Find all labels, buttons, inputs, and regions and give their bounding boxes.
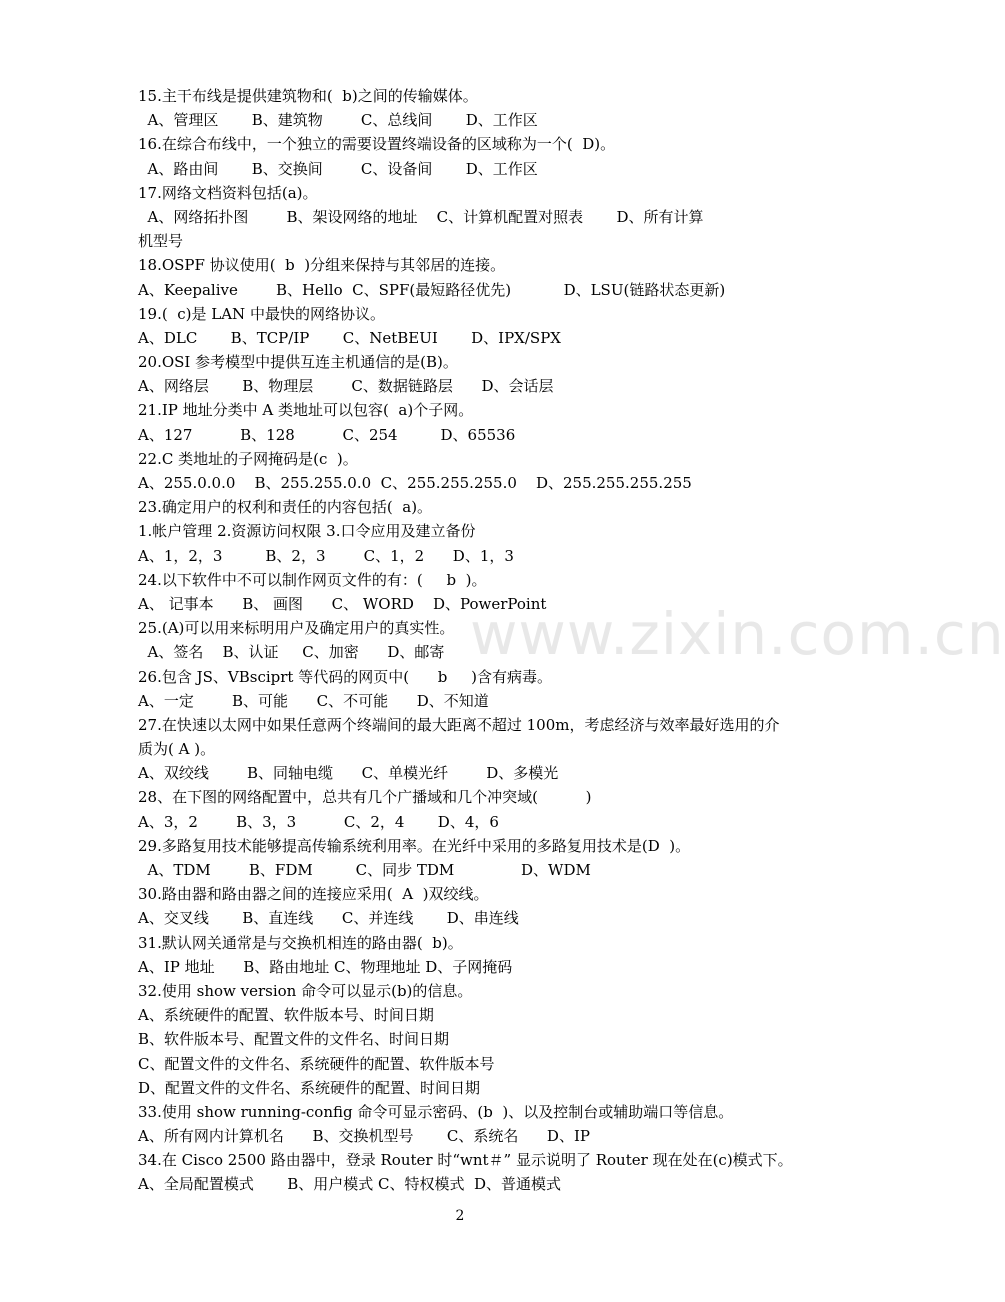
watermark: www.zixin.com.cn bbox=[470, 600, 1005, 668]
text-line: 17.网络文档资料包括(a)。 bbox=[138, 183, 318, 202]
text-line: 32.使用 show version 命令可以显示(b)的信息。 bbox=[138, 981, 473, 1000]
text-line: A、3，2 B、3，3 C、2，4 D、4，6 bbox=[138, 812, 499, 831]
text-line: 18.OSPF 协议使用( b )分组来保持与其邻居的连接。 bbox=[138, 256, 506, 275]
text-line: A、路由间 B、交换间 C、设备间 D、工作区 bbox=[138, 159, 538, 178]
page-number: 2 bbox=[455, 1208, 465, 1224]
text-line: 16.在综合布线中，一个独立的需要设置终端设备的区域称为一个( D)。 bbox=[138, 135, 616, 154]
text-line: A、一定 B、可能 C、不可能 D、不知道 bbox=[138, 691, 489, 710]
text-line: A、IP 地址 B、路由地址 C、物理地址 D、子网掩码 bbox=[138, 957, 513, 976]
text-line: A、所有网内计算机名 B、交换机型号 C、系统名 D、IP bbox=[138, 1127, 590, 1146]
text-line: A、签名 B、认证 C、加密 D、邮寄 bbox=[138, 643, 445, 662]
text-line: 27.在快速以太网中如果任意两个终端间的最大距离不超过 100m，考虑经济与效率最好选用的介 bbox=[138, 715, 780, 734]
text-line: 24.以下软件中不可以制作网页文件的有：( b )。 bbox=[138, 570, 487, 589]
text-line: 26.包含 JS、VBsciprt 等代码的网页中( b )含有病毒。 bbox=[138, 667, 552, 686]
text-line: A、网络拓扑图 B、架设网络的地址 C、计算机配置对照表 D、所有计算 bbox=[138, 207, 704, 226]
text-line: 质为( A )。 bbox=[138, 740, 216, 759]
document-body bbox=[138, 84, 828, 1197]
text-line: C、配置文件的文件名、系统硬件的配置、软件版本号 bbox=[138, 1054, 495, 1073]
text-line: A、管理区 B、建筑物 C、总线间 D、工作区 bbox=[138, 111, 538, 130]
text-line: B、软件版本号、配置文件的文件名、时间日期 bbox=[138, 1030, 450, 1049]
text-line: A、系统硬件的配置、软件版本号、时间日期 bbox=[138, 1006, 434, 1025]
text-line: 28、在下图的网络配置中，总共有几个广播域和几个冲突域( ) bbox=[138, 788, 592, 807]
text-line: 19.( c)是 LAN 中最快的网络协议。 bbox=[138, 304, 385, 323]
text-line: 22.C 类地址的子网掩码是(c )。 bbox=[138, 449, 358, 468]
text-line: 25.(A)可以用来标明用户及确定用户的真实性。 bbox=[138, 619, 455, 638]
text-line: 20.OSI 参考模型中提供互连主机通信的是(B)。 bbox=[138, 353, 458, 372]
text-line: 29.多路复用技术能够提高传输系统利用率。在光纤中采用的多路复用技术是(D )。 bbox=[138, 836, 691, 855]
text-line: A、255.0.0.0 B、255.255.0.0 C、255.255.255.0 D、255.255.255.255 bbox=[138, 474, 692, 492]
text-line: A、Keepalive B、Hello C、SPF(最短路径优先) D、LSU(链路状态更新) bbox=[138, 280, 726, 299]
text-line: A、全局配置模式 B、用户模式 C、特权模式 D、普通模式 bbox=[138, 1175, 562, 1194]
text-line: A、 记事本 B、 画图 C、 WORD D、PowerPoint bbox=[138, 594, 547, 613]
text-line: 机型号 bbox=[138, 232, 184, 251]
text-line: A、DLC B、TCP/IP C、NetBEUI D、IPX/SPX bbox=[138, 328, 561, 347]
text-line: 21.IP 地址分类中 A 类地址可以包容( a)个子网。 bbox=[138, 401, 474, 420]
text-line: A、1，2，3 B、2，3 C、1，2 D、1，3 bbox=[138, 546, 514, 565]
text-line: D、配置文件的文件名、系统硬件的配置、时间日期 bbox=[138, 1078, 481, 1097]
text-line: 30.路由器和路由器之间的连接应采用( A )双绞线。 bbox=[138, 885, 489, 904]
text-line: 34.在 Cisco 2500 路由器中，登录 Router 时“wnt＃” 显示说明了 Router 现在处在(c)模式下。 bbox=[138, 1151, 793, 1170]
text-line: A、127 B、128 C、254 D、65536 bbox=[138, 425, 516, 444]
text-line: 31.默认网关通常是与交换机相连的路由器( b)。 bbox=[138, 933, 463, 952]
text-line: 1.帐户管理 2.资源访问权限 3.口令应用及建立备份 bbox=[138, 522, 476, 541]
text-line: A、网络层 B、物理层 C、数据链路层 D、会话层 bbox=[138, 377, 554, 396]
text-line: 15.主干布线是提供建筑物和( b)之间的传输媒体。 bbox=[138, 87, 478, 105]
text-line: 33.使用 show running-config 命令可显示密码、(b )、以及控制台或辅助端口等信息。 bbox=[138, 1102, 734, 1121]
text-line: A、TDM B、FDM C、同步 TDM D、WDM bbox=[138, 861, 591, 879]
text-line: A、双绞线 B、同轴电缆 C、单模光纤 D、多模光 bbox=[138, 764, 559, 783]
text-line: A、交叉线 B、直连线 C、并连线 D、串连线 bbox=[138, 909, 519, 928]
text-line: 23.确定用户的权利和责任的内容包括( a)。 bbox=[138, 498, 433, 517]
